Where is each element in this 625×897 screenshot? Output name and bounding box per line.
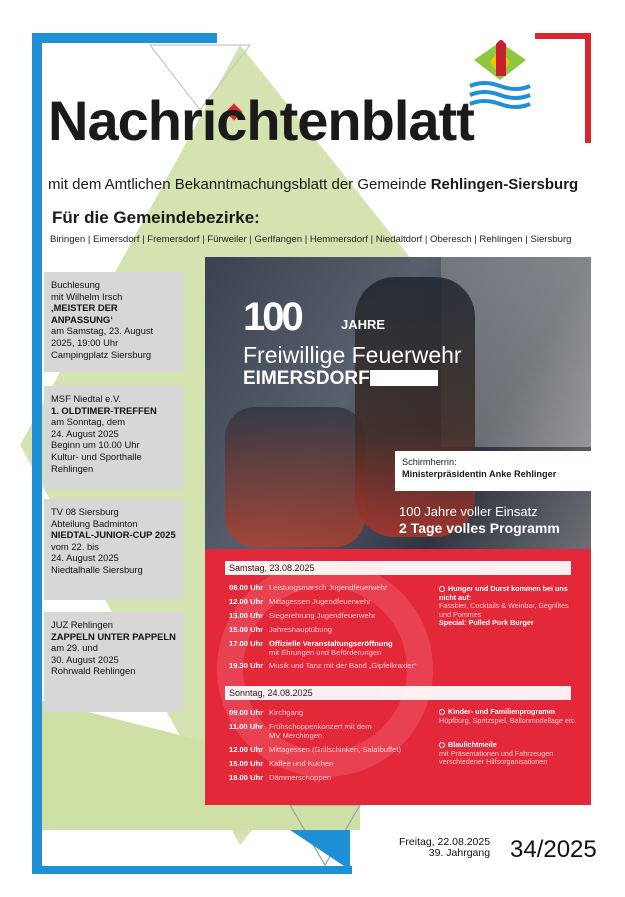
anniversary-jahre: JAHRE xyxy=(341,317,386,332)
blue-frame-top xyxy=(32,33,217,43)
box-line: Beginn um 10.00 Uhr xyxy=(51,439,140,451)
row-desc: Frühschoppenkonzert mit dem xyxy=(269,722,372,731)
row-time: 12.00 Uhr xyxy=(229,745,264,754)
row-time: 15.00 Uhr xyxy=(229,625,264,634)
day2-blaulicht-note xyxy=(439,741,579,767)
row-desc: Mittagessen (Grillschinken, Salatbuffet) xyxy=(269,745,401,754)
blaulicht-text: mit Präsentationen und Fahrzeugen verschiedener Hilfsorganisationen xyxy=(439,748,554,767)
districts-heading: Für die Gemeindebezirke: xyxy=(52,208,260,227)
schedule-row xyxy=(229,597,429,606)
row-desc: Mittagessen Jugendfeuerwehr xyxy=(269,597,371,606)
row-time: 18.00 Uhr xyxy=(229,773,264,782)
box-line: Rohrwald Rehlingen xyxy=(51,665,136,677)
schedule-row-cont xyxy=(269,731,469,740)
row-desc: Musik und Tanz mit der Band „Gipfelkraxler“ xyxy=(269,661,417,670)
poster-tagline-bold: 2 Tage volles Programm xyxy=(399,520,560,536)
day1-header: Samstag, 23.08.2025 xyxy=(225,561,571,575)
box-title: ‚MEISTER DER ANPASSUNG‘ xyxy=(51,302,118,325)
event-poster[interactable] xyxy=(205,257,591,805)
municipal-emblem-icon xyxy=(466,40,534,116)
row-desc: Kirchgang xyxy=(269,708,304,717)
red-corner-top xyxy=(535,33,591,39)
row-desc: Offizielle Veranstaltungseröffnung xyxy=(269,639,393,648)
row-desc: mit Ehrungen und Beförderungen xyxy=(269,648,382,657)
sidebar-box-buchlesung[interactable] xyxy=(44,272,184,372)
box-title: NIEDTAL-JUNIOR-CUP 2025 xyxy=(51,529,176,541)
sidebar-box-oldtimer[interactable] xyxy=(44,386,184,489)
info-bullet-icon xyxy=(439,586,445,592)
box-line: mit Wilhelm Irsch xyxy=(51,290,123,302)
kids-heading: Kinder- und Familienprogramm xyxy=(448,707,556,716)
sidebar-box-badminton[interactable] xyxy=(44,499,184,600)
patron-name: Ministerpräsidentin Anke Rehlinger xyxy=(402,469,557,479)
photo-figure xyxy=(355,277,475,537)
row-time: 11.00 Uhr xyxy=(229,722,263,731)
box-line: Abteilung Badminton xyxy=(51,517,138,529)
box-line: Campingplatz Siersburg xyxy=(51,348,152,360)
blue-frame-left xyxy=(32,33,42,873)
row-desc: MV Merchingen xyxy=(269,731,323,740)
poster-tagline: 100 Jahre voller Einsatz xyxy=(399,504,538,519)
issue-number: 34/2025 xyxy=(510,836,597,863)
patron-label: Schirmherrin: xyxy=(402,457,457,467)
schedule-row xyxy=(229,708,429,717)
box-title: 1. OLDTIMER-TREFFEN xyxy=(51,404,157,416)
box-line: MSF Niedtal e.V. xyxy=(51,393,121,404)
box-line: am Sonntag, dem xyxy=(51,416,126,428)
subtitle-municipality: Rehlingen-Siersburg xyxy=(430,176,579,193)
schedule-row xyxy=(229,722,429,731)
box-line: 24. August 2025 xyxy=(51,427,119,439)
row-desc: Jahreshauptübung xyxy=(269,625,332,634)
row-time: 19.30 Uhr xyxy=(229,661,264,670)
issue-volume: 39. Jahrgang xyxy=(428,847,491,859)
day2-kids-note xyxy=(439,708,579,725)
poster-place-name: EIMERSDORF xyxy=(243,368,370,389)
box-title: ZAPPELN UNTER PAPPELN xyxy=(51,630,176,642)
info-bullet-icon xyxy=(439,742,445,748)
row-desc: Kaffee und Kuchen xyxy=(269,759,334,768)
row-desc: Leistungsmarsch Jugendfeuerwehr xyxy=(269,583,388,592)
schedule-row-cont xyxy=(269,648,469,657)
box-line: TV 08 Siersburg xyxy=(51,506,119,517)
kids-text: Hüpfburg, Spritzspiel, Ballonmodellage etc. xyxy=(439,715,577,725)
schedule-row xyxy=(229,745,429,754)
schedule-row xyxy=(229,625,429,634)
box-line: JUZ Rehlingen xyxy=(51,619,114,630)
subtitle-text: mit dem Amtlichen Bekanntmachungsblatt der Gemeinde xyxy=(48,176,431,193)
anniversary-number: 100 xyxy=(243,295,301,339)
row-time: 13.00 Uhr xyxy=(229,611,264,620)
districts-list: Biringen | Eimersdorf | Fremersdorf | Fürweiler | Gerlfangen | Hemmersdorf | Niedaltdorf | Oberesch | Rehlingen | Siersburg xyxy=(50,234,572,245)
box-line: 2025, 19:00 Uhr xyxy=(51,336,119,348)
sidebar-box-juz[interactable] xyxy=(44,612,184,712)
box-line: 24. August 2025 xyxy=(51,552,119,564)
poster-white-bar xyxy=(370,370,438,386)
box-line: Niedtalhalle Siersburg xyxy=(51,563,143,575)
box-line: am Samstag, 23. August xyxy=(51,325,154,337)
schedule-row xyxy=(229,661,429,670)
schedule-row xyxy=(229,759,429,768)
box-line: Kultur- und Sporthalle xyxy=(51,450,142,462)
red-corner-right xyxy=(585,33,591,143)
blaulicht-heading: Blaulichtmeile xyxy=(448,740,497,749)
box-line: vom 22. bis xyxy=(51,540,99,552)
day1-food-note xyxy=(439,585,579,628)
photo-figure xyxy=(225,407,365,547)
row-desc: Siegerehrung Jugendfeuerwehr xyxy=(269,611,376,620)
newspaper-title: Nachrichtenblatt xyxy=(48,89,474,152)
schedule-row xyxy=(229,639,429,648)
schedule-row xyxy=(229,773,429,782)
food-special: Special: Pulled Pork Burger xyxy=(439,618,534,628)
poster-org-name: Freiwillige Feuerwehr xyxy=(243,342,462,368)
day2-header: Sonntag, 24.08.2025 xyxy=(225,686,571,700)
patron-box xyxy=(395,451,591,491)
blue-triangle xyxy=(290,830,350,870)
row-time: 17.00 Uhr xyxy=(229,639,264,648)
info-bullet-icon xyxy=(439,709,445,715)
row-time: 15.00 Uhr xyxy=(229,759,264,768)
issue-date: Freitag, 22.08.2025 xyxy=(399,836,491,848)
box-line: Buchlesung xyxy=(51,279,100,290)
food-heading: Hunger und Durst kommen bei uns nicht auf: xyxy=(439,584,568,602)
row-time: 09.00 Uhr xyxy=(229,708,264,717)
box-line: 30. August 2025 xyxy=(51,653,119,665)
row-time: 12.00 Uhr xyxy=(229,597,264,606)
schedule-row xyxy=(229,611,429,620)
food-text: Fassbier, Cocktails & Weinbar, Gegrilltes und Pommes xyxy=(439,601,569,619)
issue-date-block xyxy=(399,837,490,859)
blue-frame-bottom xyxy=(32,866,352,874)
box-line: am 29. und xyxy=(51,642,98,654)
row-desc: Dämmerschoppen xyxy=(269,773,332,782)
newspaper-subtitle xyxy=(48,176,578,193)
schedule-row xyxy=(229,583,429,592)
row-time: 08.00 Uhr xyxy=(229,583,264,592)
box-line: Rehlingen xyxy=(51,462,94,474)
